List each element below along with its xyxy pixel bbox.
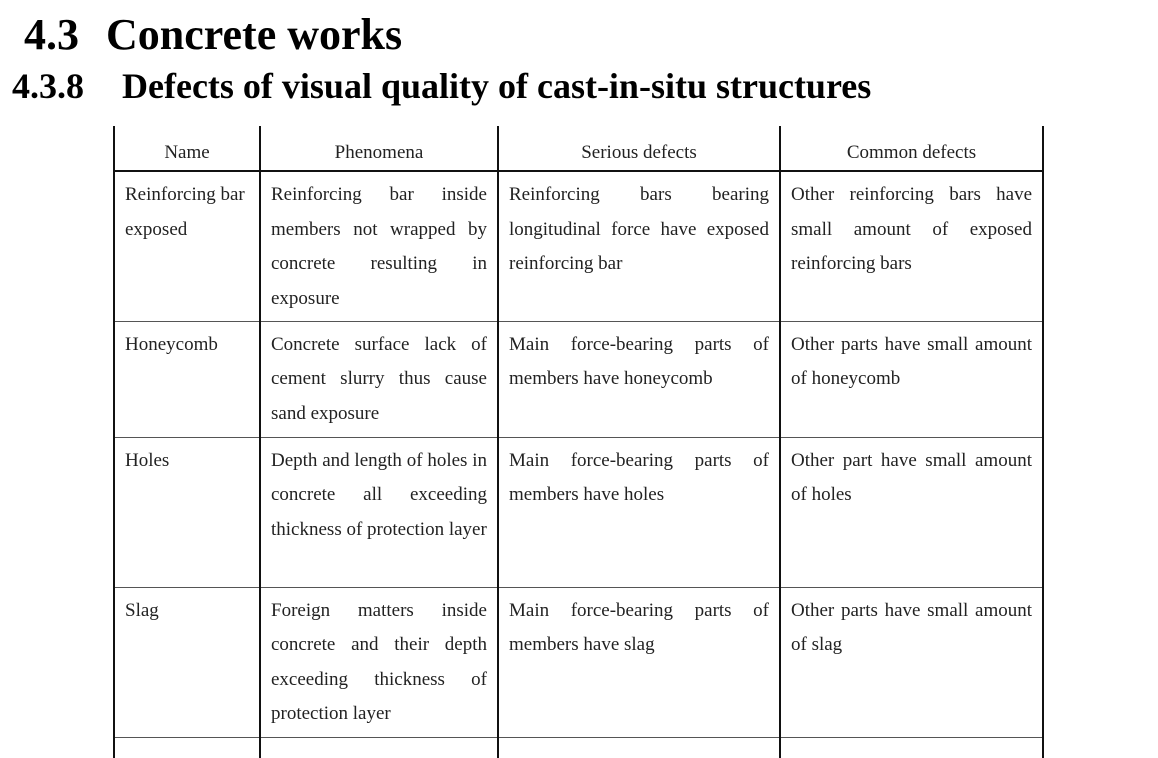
cell-phenomena: Depth and length of holes in concrete all exceeding thickness of protection layer — [260, 437, 498, 587]
header-phenomena: Phenomena — [260, 126, 498, 171]
cell-name: Honeycomb — [114, 321, 260, 437]
cell-name: Slag — [114, 587, 260, 737]
cell-serious-defects: Reinforcing bars bearing longitudinal force have exposed reinforcing bar — [498, 171, 780, 321]
section-title: Concrete works — [106, 10, 403, 59]
section-heading — [24, 10, 402, 60]
table-row — [114, 437, 1043, 587]
table-row — [114, 171, 1043, 321]
cell-phenomena: Concrete surface lack of cement slurry thus cause sand exposure — [260, 321, 498, 437]
table-row — [114, 587, 1043, 737]
defects-table — [113, 126, 1044, 758]
table-header-row — [114, 126, 1043, 171]
cell-common-defects: Other reinforcing bars have small amount of exposed reinforcing bars — [780, 171, 1043, 321]
cell-empty — [780, 737, 1043, 758]
cell-serious-defects: Main force-bearing parts of members have slag — [498, 587, 780, 737]
section-number: 4.3 — [24, 10, 79, 59]
cell-name: Reinforcing bar exposed — [114, 171, 260, 321]
cell-name: Holes — [114, 437, 260, 587]
header-serious-defects: Serious defects — [498, 126, 780, 171]
cell-empty — [498, 737, 780, 758]
cell-phenomena: Reinforcing bar inside members not wrapped by concrete resulting in exposure — [260, 171, 498, 321]
table-row-partial — [114, 737, 1043, 758]
cell-common-defects: Other part have small amount of holes — [780, 437, 1043, 587]
cell-phenomena: Foreign matters inside concrete and their depth exceeding thickness of protection layer — [260, 587, 498, 737]
cell-empty — [260, 737, 498, 758]
header-name: Name — [114, 126, 260, 171]
cell-serious-defects: Main force-bearing parts of members have honeycomb — [498, 321, 780, 437]
cell-empty — [114, 737, 260, 758]
table-row — [114, 321, 1043, 437]
subsection-heading — [12, 64, 871, 108]
cell-common-defects: Other parts have small amount of honeycomb — [780, 321, 1043, 437]
cell-serious-defects: Main force-bearing parts of members have holes — [498, 437, 780, 587]
subsection-number: 4.3.8 — [12, 66, 84, 106]
cell-common-defects: Other parts have small amount of slag — [780, 587, 1043, 737]
header-common-defects: Common defects — [780, 126, 1043, 171]
subsection-title: Defects of visual quality of cast-in-situ structures — [122, 66, 872, 106]
